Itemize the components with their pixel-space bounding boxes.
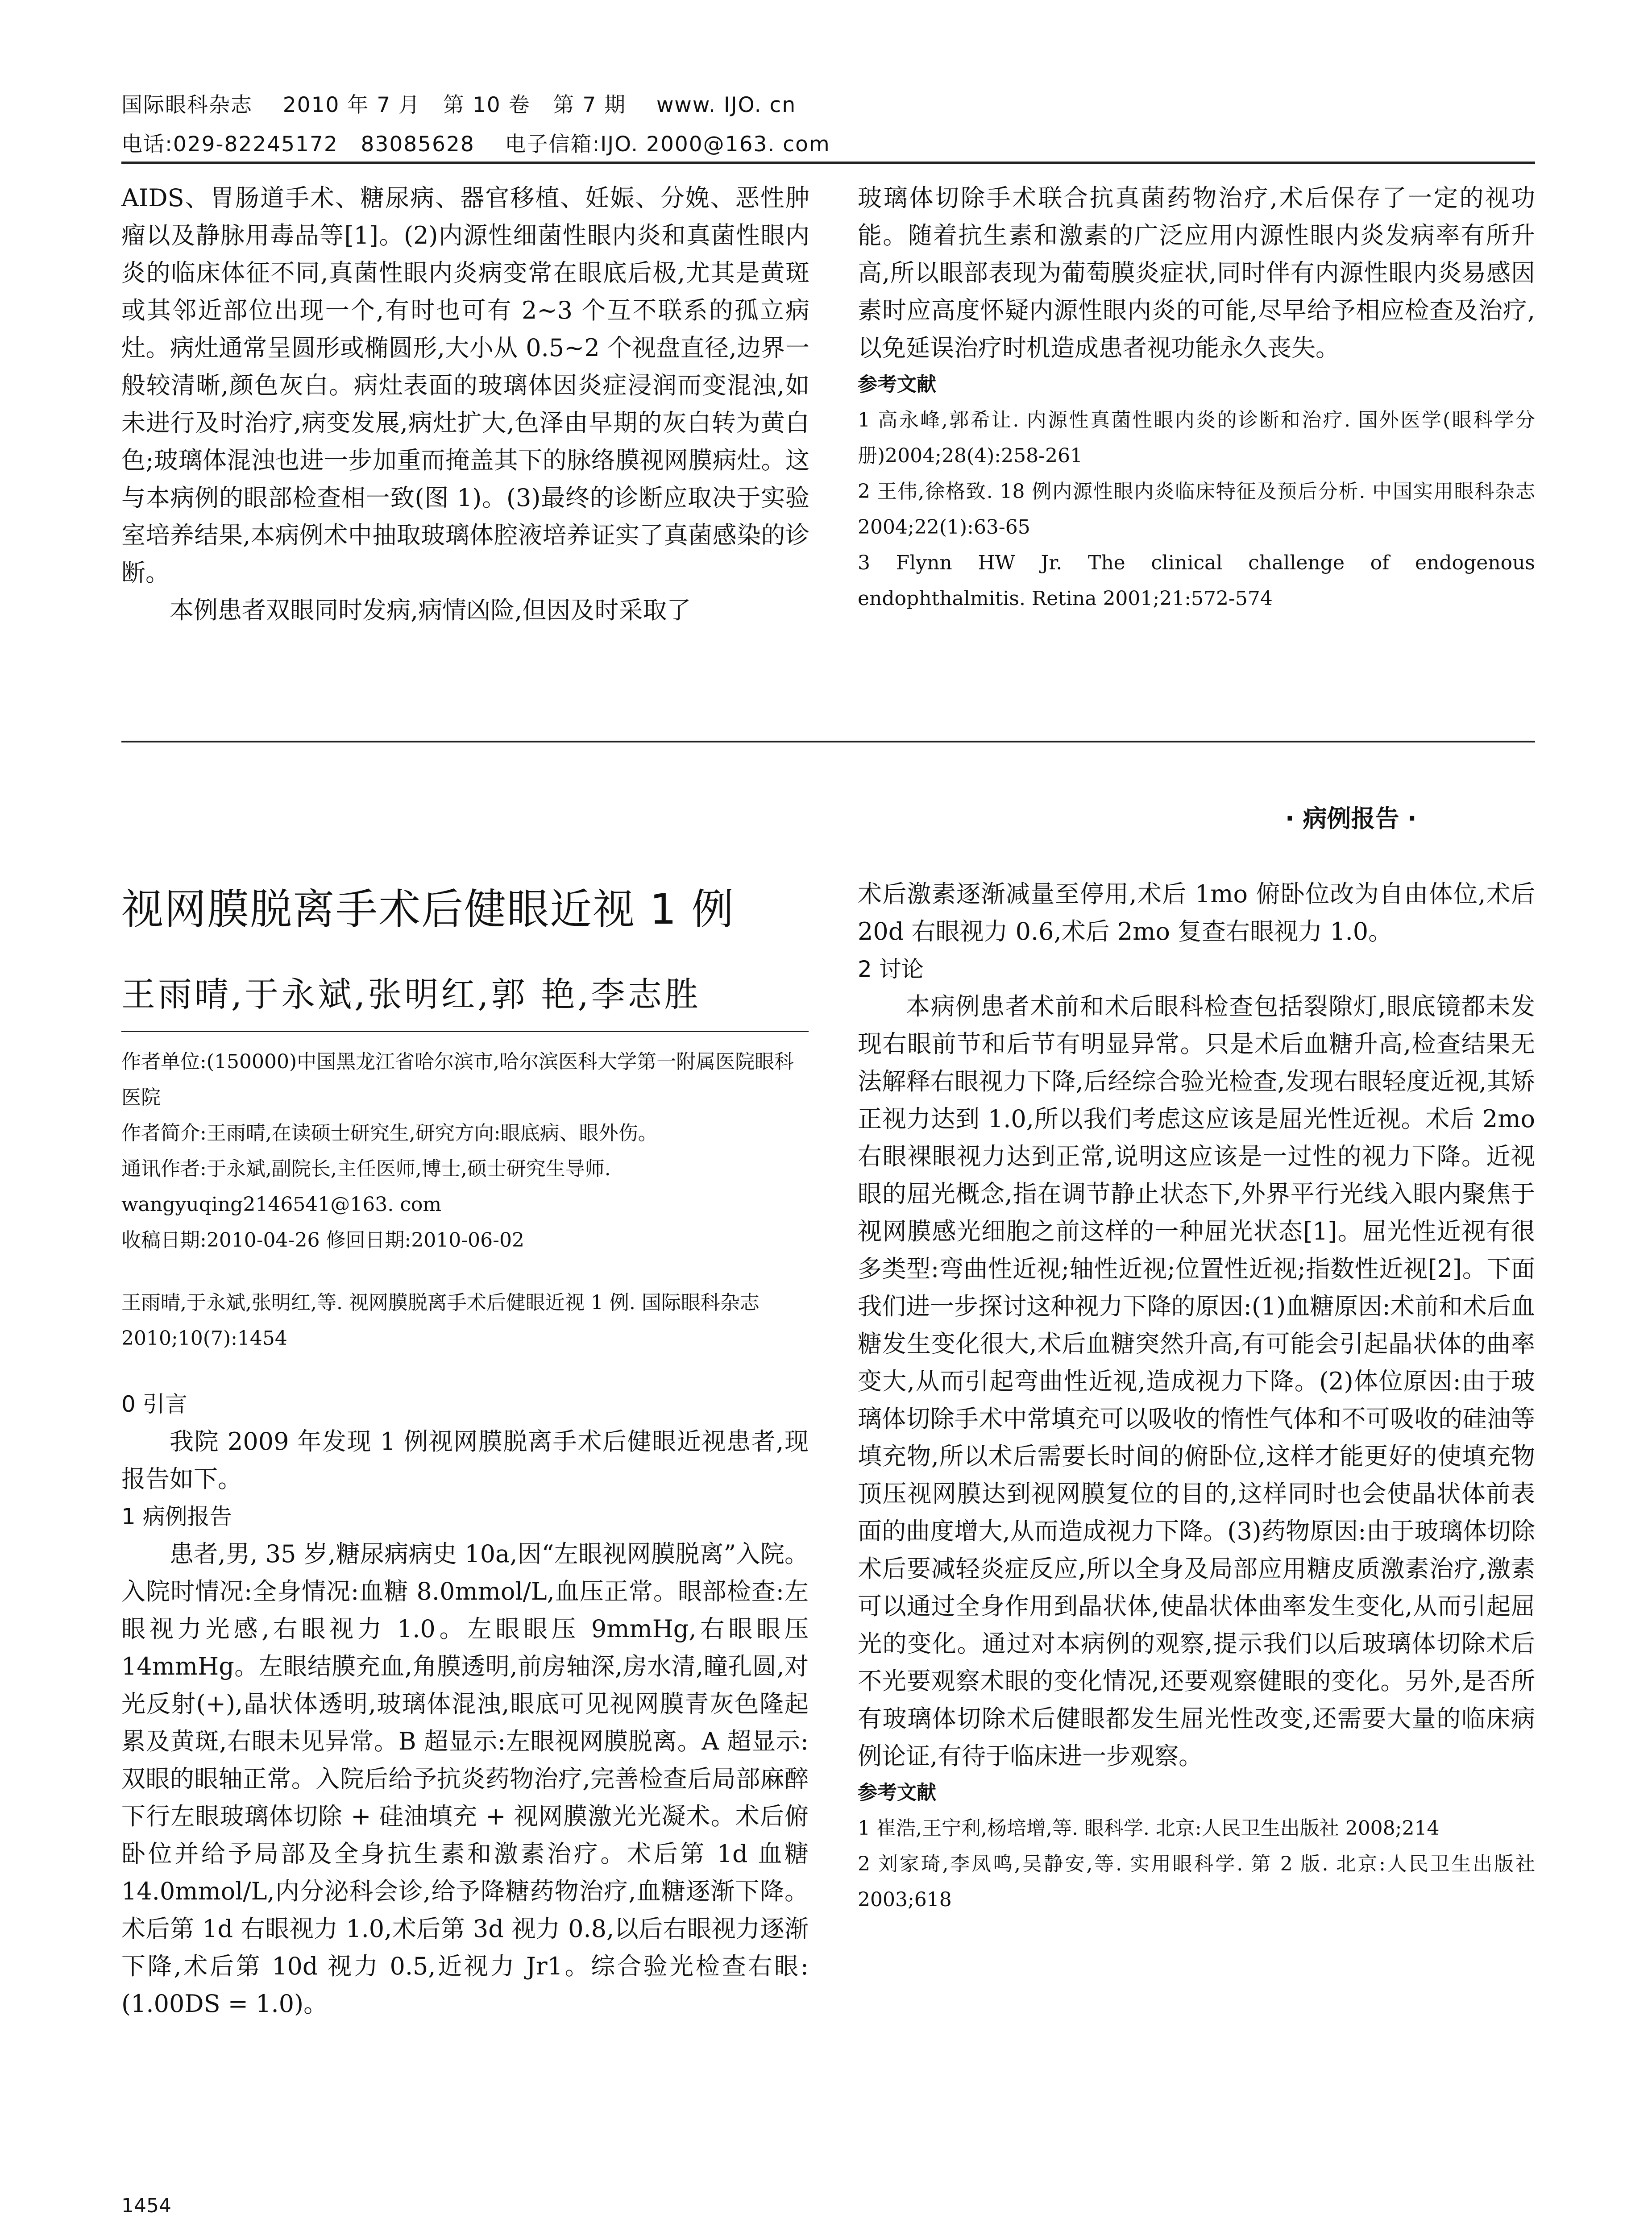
article-divider: [121, 741, 1535, 742]
top-reference-2: 2 王伟,徐格致. 18 例内源性眼内炎临床特征及预后分析. 中国实用眼科杂志 2004;22(1):63-65: [858, 480, 1535, 539]
section-0-text: 我院 2009 年发现 1 例视网膜脱离手术后健眼近视患者,现报告如下。: [121, 1427, 809, 1493]
article-title: 视网膜脱离手术后健眼近视 1 例: [121, 885, 735, 934]
top-reference-3: 3 Flynn HW Jr. The clinical challenge of endogenous endophthalmitis. Retina 2001;21:572-574: [858, 552, 1535, 610]
author-rule: [121, 1031, 809, 1032]
section-2-heading: 2 讨论: [858, 956, 924, 982]
top-left-paragraph-1: AIDS、胃肠道手术、糖尿病、器官移植、妊娠、分娩、恶性肿瘤以及静脉用毒品等[1]。(2)内源性细菌性眼内炎和真菌性眼内炎的临床体征不同,真菌性眼内炎病变常在眼底后极,尤其是黄斑或其邻近部位出现一个,有时也可有 2~3 个互不联系的孤立病灶。病灶通常呈圆形或椭圆形,大小从 0.5~2 个视盘直径,边界一般较清晰,颜色灰白。病灶表面的玻璃体因炎症浸润而变混浊,如未进行及时治疗,病变发展,病灶扩大,色泽由早期的灰白转为黄白色;玻璃体混浊也进一步加重而掩盖其下的脉络膜视网膜病灶。这与本病例的眼部检查相一致(图 1)。(3)最终的诊断应取决于实验室培养结果,本病例术中抽取玻璃体腔液培养证实了真菌感染的诊断。: [121, 184, 809, 587]
top-references-heading: 参考文献: [858, 373, 936, 396]
article-left-column: [121, 1385, 809, 2023]
correspondence: 通讯作者:于永斌,副院长,主任医师,博士,硕士研究生导师. wangyuqing2146541@163. com: [121, 1157, 611, 1216]
journal-header-line1: 国际眼科杂志 2010 年 7 月 第 10 卷 第 7 期 www. IJO. cn: [121, 93, 797, 117]
article-reference-2: 2 刘家琦,李凤鸣,吴静安,等. 实用眼科学. 第 2 版. 北京:人民卫生出版社 2003;618: [858, 1853, 1535, 1911]
top-right-paragraph: 玻璃体切除手术联合抗真菌药物治疗,术后保存了一定的视功能。随着抗生素和激素的广泛应用内源性眼内炎发病率有所升高,所以眼部表现为葡萄膜炎症状,同时伴有内源性眼内炎易感因素时应高度怀疑内源性眼内炎的可能,尽早给予相应检查及治疗,以免延误治疗时机造成患者视功能永久丧失。: [858, 184, 1535, 362]
page-number: 1454: [121, 2194, 171, 2217]
top-reference-1: 1 高永峰,郭希让. 内源性真菌性眼内炎的诊断和治疗. 国外医学(眼科学分册)2004;28(4):258-261: [858, 409, 1535, 467]
journal-header-line2: 电话:029-82245172 83085628 电子信箱:IJO. 2000@163. com: [121, 132, 830, 157]
section-tag: · 病例报告 ·: [1285, 804, 1417, 833]
top-left-column: [121, 179, 809, 629]
author-metadata: [121, 1044, 809, 1258]
right-intro-paragraph: 术后激素逐渐减量至停用,术后 1mo 俯卧位改为自由体位,术后 20d 右眼视力 0.6,术后 2mo 复查右眼视力 1.0。: [858, 880, 1535, 945]
section-1-heading: 1 病例报告: [121, 1504, 232, 1530]
affiliation: 作者单位:(150000)中国黑龙江省哈尔滨市,哈尔滨医科大学第一附属医院眼科医院: [121, 1050, 794, 1109]
article-reference-1: 1 崔浩,王宁利,杨培增,等. 眼科学. 北京:人民卫生出版社 2008;214: [858, 1817, 1440, 1840]
article-references-heading: 参考文献: [858, 1781, 936, 1804]
article-right-column: [858, 875, 1535, 1918]
section-0-heading: 0 引言: [121, 1391, 187, 1417]
top-left-paragraph-2: 本例患者双眼同时发病,病情凶险,但因及时采取了: [170, 596, 691, 624]
received-dates: 收稿日期:2010-04-26 修回日期:2010-06-02: [121, 1229, 525, 1252]
section-2-text: 本病例患者术前和术后眼科检查包括裂隙灯,眼底镜都未发现右眼前节和后节有明显异常。只是术后血糖升高,检查结果无法解释右眼视力下降,后经综合验光检查,发现右眼轻度近视,其矫正视力达到 1.0,所以我们考虑这应该是屈光性近视。术后 2mo 右眼裸眼视力达到正常,说明这应该是一过性的视力下降。近视眼的屈光概念,指在调节静止状态下,外界平行光线入眼内聚焦于视网膜感光细胞之前这样的一种屈光状态[1]。屈光性近视有很多类型:弯曲性近视;轴性近视;位置性近视;指数性近视[2]。下面我们进一步探讨这种视力下降的原因:(1)血糖原因:术前和术后血糖发生变化很大,术后血糖突然升高,有可能会引起晶状体的曲率变大,从而引起弯曲性近视,造成视力下降。(2)体位原因:由于玻璃体切除手术中常填充可以吸收的惰性气体和不可吸收的硅油等填充物,所以术后需要长时间的俯卧位,这样才能更好的使填充物顶压视网膜达到视网膜复位的目的,这样同时也会使晶状体前表面的曲度增大,从而造成视力下降。(3)药物原因:由于玻璃体切除术后要减轻炎症反应,所以全身及局部应用糖皮质激素治疗,激素可以通过全身作用到晶状体,使晶状体曲率发生变化,从而引起屈光的变化。通过对本病例的观察,提示我们以后玻璃体切除术后不光要观察术眼的变化情况,还要观察健眼的变化。另外,是否所有玻璃体切除术后健眼都发生屈光性改变,还需要大量的临床病例论证,有待于临床进一步观察。: [858, 992, 1535, 1770]
citation-block: [121, 1285, 809, 1356]
header-rule: [121, 162, 1535, 164]
top-right-column: [858, 179, 1535, 617]
author-intro: 作者简介:王雨晴,在读硕士研究生,研究方向:眼底病、眼外伤。: [121, 1122, 658, 1145]
citation: 王雨晴,于永斌,张明红,等. 视网膜脱离手术后健眼近视 1 例. 国际眼科杂志 2010;10(7):1454: [121, 1291, 760, 1350]
article-authors: 王雨晴,于永斌,张明红,郭 艳,李志胜: [121, 975, 701, 1014]
section-1-text: 患者,男, 35 岁,糖尿病病史 10a,因“左眼视网膜脱离”入院。入院时情况:全身情况:血糖 8.0mmol/L,血压正常。眼部检查:左眼视力光感,右眼视力 1.0。左眼眼压 9mmHg,右眼眼压 14mmHg。左眼结膜充血,角膜透明,前房轴深,房水清,瞳孔圆,对光反射(+),晶状体透明,玻璃体混浊,眼底可见视网膜青灰色隆起累及黄斑,右眼未见异常。B 超显示:左眼视网膜脱离。A 超显示:双眼的眼轴正常。入院后给予抗炎药物治疗,完善检查后局部麻醉下行左眼玻璃体切除 + 硅油填充 + 视网膜激光光凝术。术后俯卧位并给予局部及全身抗生素和激素治疗。术后第 1d 血糖 14.0mmol/L,内分泌科会诊,给予降糖药物治疗,血糖逐渐下降。术后第 1d 右眼视力 1.0,术后第 3d 视力 0.8,以后右眼视力逐渐下降,术后第 10d 视力 0.5,近视力 Jr1。综合验光检查右眼:(1.00DS = 1.0)。: [121, 1540, 809, 2018]
